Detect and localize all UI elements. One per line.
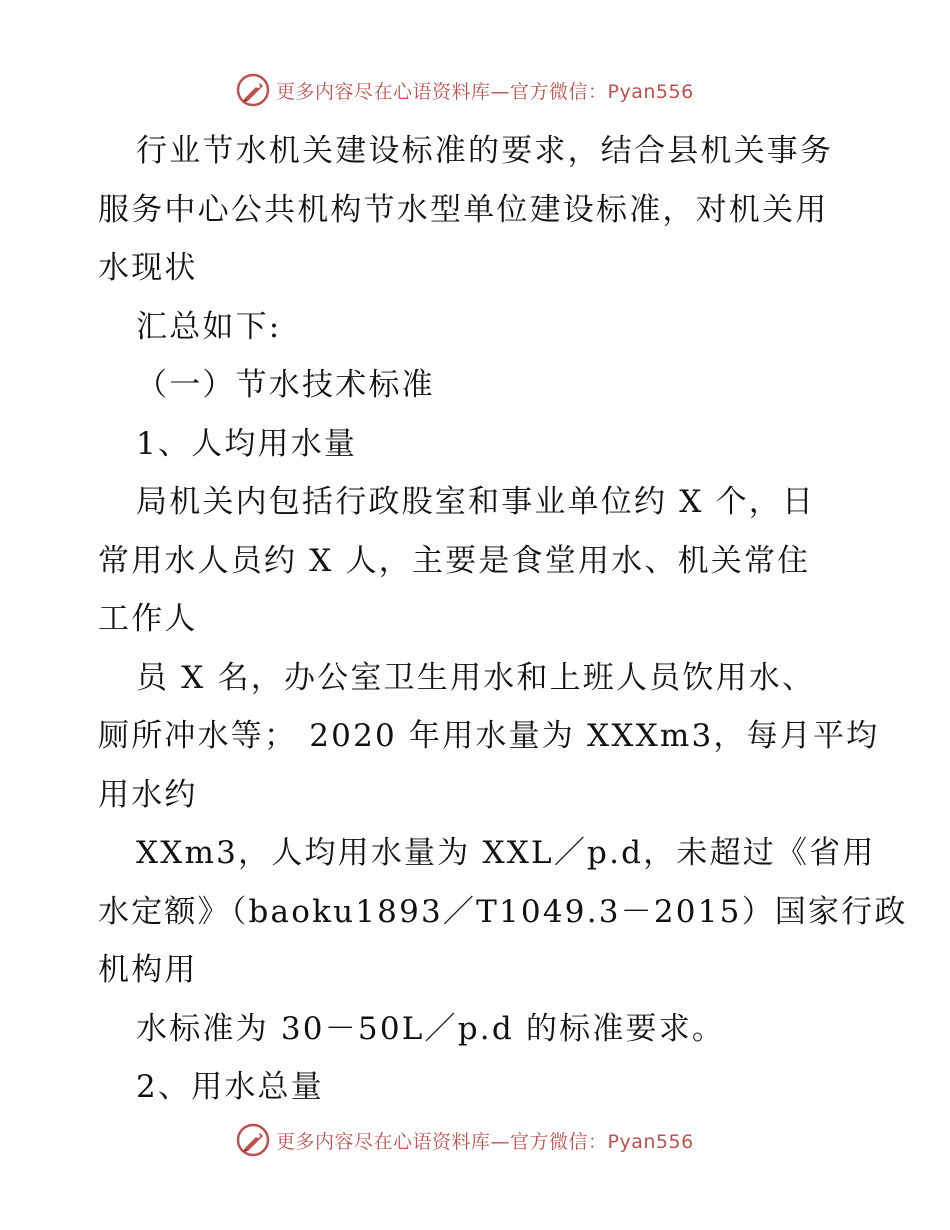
paragraph-line: 汇总如下:: [136, 308, 282, 345]
watermark-text: 更多内容尽在心语资料库—官方微信：Pyan556: [276, 80, 694, 103]
subsection-heading: 1、人均用水量: [136, 425, 358, 462]
paragraph-line: 工作人: [98, 601, 198, 637]
paragraph-line: 用水约: [98, 776, 198, 813]
paragraph-line: 厕所冲水等； 2020 年用水量为 XXXm3，每月平均: [98, 718, 880, 754]
body-text: [98, 122, 908, 1117]
pen-logo-icon: [236, 73, 270, 107]
subsection-heading: 2、用水总量: [136, 1069, 324, 1105]
paragraph-line: 常用水人员约 X 人，主要是食堂用水、机关常住: [98, 542, 811, 579]
section-heading: （一）节水技术标准: [136, 367, 435, 403]
paragraph-line: 行业节水机关建设标准的要求，结合县机关事务: [136, 133, 834, 169]
paragraph-line: 员 X 名，办公室卫生用水和上班人员饮用水、: [136, 659, 816, 696]
pen-logo-icon: [236, 1123, 270, 1157]
paragraph-line: 局机关内包括行政股室和事业单位约 X 个，日: [136, 484, 816, 520]
paragraph-line: 水现状: [98, 250, 198, 286]
paragraph-line: 机构用: [98, 952, 198, 988]
watermark-text: 更多内容尽在心语资料库—官方微信：Pyan556: [276, 1130, 694, 1153]
footer-watermark: [236, 1122, 756, 1158]
paragraph-line: 服务中心公共机构节水型单位建设标准，对机关用: [98, 191, 829, 228]
paragraph-line: 水标准为 30－50L／p.d 的标准要求。: [136, 1010, 726, 1047]
header-watermark: [236, 72, 756, 108]
paragraph-line: 水定额》（baoku1893／T1049.3－2015）国家行政: [98, 893, 908, 930]
paragraph-line: XXm3，人均用水量为 XXL／p.d，未超过《省用: [136, 835, 876, 871]
